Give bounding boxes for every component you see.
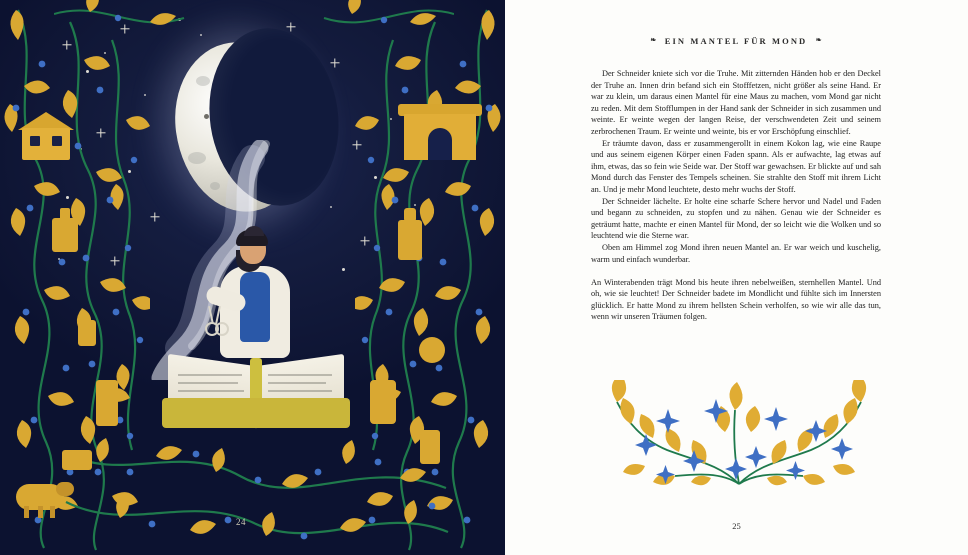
- body-paragraph: Er träumte davon, dass er zusammengerollt in einem Kokon lag, wie eine Raupe und aus seinem eigenen Körper einen Faden spann. Als er aufwachte, lag etwas auf ihm, etwas, das so fein wie Seide war. Der Stoff war gewachsen. Er blickte auf und sah Mond durch das Fenster des Tempels scheinen. Sie strahlte den Stoff mit ihrem Licht an. Und je mehr Mond leuchtete, desto mehr wuchs der Stoff.: [591, 138, 881, 194]
- house-illustration: [18, 112, 74, 160]
- page-number-right: 25: [732, 521, 741, 531]
- scissors-icon: [204, 306, 226, 332]
- ornament-left-glyph: ❧: [650, 36, 657, 44]
- body-paragraph: Oben am Himmel zog Mond ihren neuen Mantel an. Er war weich und kuschelig, warm und einfach wunderbar.: [591, 242, 881, 264]
- closing-paragraph: An Winterabenden trägt Mond bis heute ihren nebelweißen, sternhellen Mantel. Und oh, wie sie leuchtet! Der Schneider badete im Mondlicht und fühlte sich im Innersten glücklich. Er hatte Mond zu ihrem hellsten Schein verholfen, so wie wir alle das tun, wenn wir unseren Träumen folgen.: [591, 277, 881, 322]
- ornament-right-glyph: ❧: [815, 36, 822, 44]
- page-number-left: 24: [236, 517, 246, 527]
- chapter-title-text: EIN MANTEL FÜR MOND: [664, 36, 808, 46]
- open-book-illustration: [168, 352, 344, 430]
- chapter-title: [591, 36, 881, 46]
- paragraph-spacer: [591, 265, 881, 277]
- floral-divider-ornament: [601, 380, 877, 490]
- text-column: [591, 36, 881, 323]
- text-page: [505, 0, 968, 555]
- floral-vine-border-top: [54, 0, 454, 60]
- body-paragraph: Der Schneider kniete sich vor die Truhe. Mit zitternden Händen hob er den Deckel der Truhe an. Innen drin befand sich ein Stofffetzen, nicht größer als seine Hand. Er war zu klein, um daraus einen Mantel für eine Maus zu machen, vom Mond gar nicht zu reden. Mit dem Stofflumpen in der Hand sank der Schneider in sich zusammen und weinte. Er weinte wegen der langen Reise, der verschwendeten Zeit und seinem zerbrochenen Traum. Er weinte und weinte, bis er vor Erschöpfung einschlief.: [591, 69, 881, 136]
- temple-illustration: [400, 100, 480, 160]
- body-paragraph: Der Schneider lächelte. Er holte eine scharfe Schere hervor und Nadel und Faden und begann zu schneiden, zu stopfen und zu nähen. Genau wie der Schneider es geträumt hatte, machte er einen Mantel für Mond, der so leicht wie die Wolken und so leuchtend wie die Sterne war.: [591, 196, 881, 241]
